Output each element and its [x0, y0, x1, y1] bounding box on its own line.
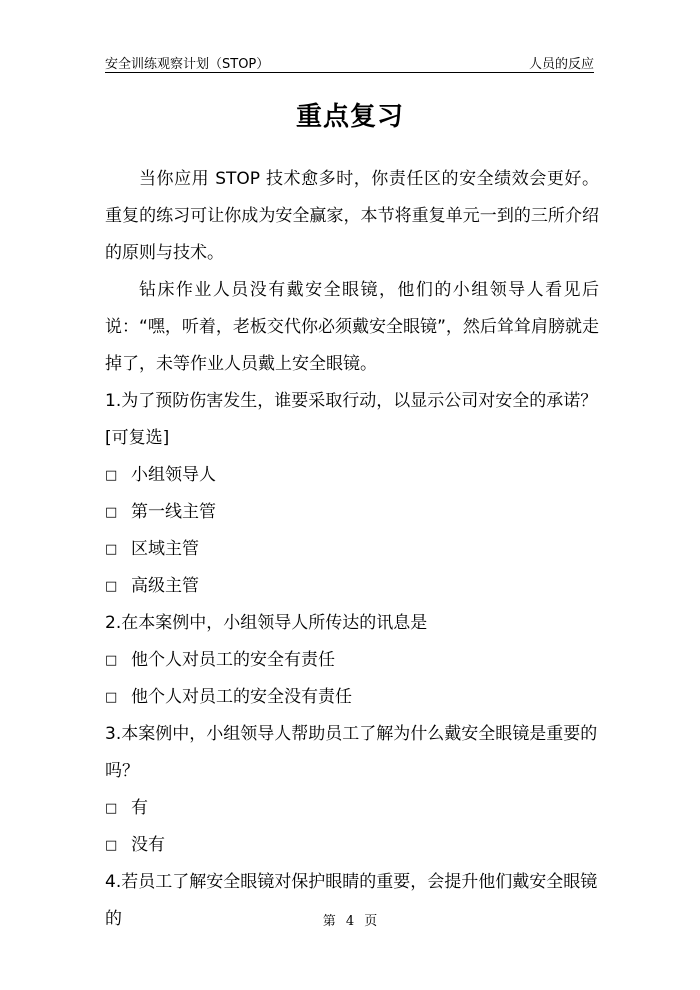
answer-option[interactable]	[105, 568, 599, 605]
answer-option[interactable]	[105, 679, 599, 716]
page-number: 第 4 页	[322, 914, 378, 929]
answer-option-label: 小组领导人	[131, 465, 216, 485]
intro-paragraph: 当你应用 STOP 技术愈多时，你责任区的安全绩效会更好。重复的练习可让你成为安全赢家，本节将重复单元一到的三所介绍的原则与技术。	[105, 169, 599, 263]
checkbox-icon[interactable]: □	[105, 801, 118, 816]
answer-option[interactable]	[105, 531, 599, 568]
question-list	[105, 383, 599, 938]
answer-option[interactable]	[105, 494, 599, 531]
checkbox-icon[interactable]: □	[105, 505, 118, 520]
question-text: 3.本案例中，小组领导人帮助员工了解为什么戴安全眼镜是重要的吗？	[105, 724, 598, 781]
checkbox-icon[interactable]: □	[105, 542, 118, 557]
answer-option[interactable]	[105, 642, 599, 679]
answer-option-label: 他个人对员工的安全没有责任	[131, 687, 352, 707]
answer-option-label: 第一线主管	[131, 502, 216, 522]
answer-option-label: 高级主管	[131, 576, 199, 596]
header-divider	[105, 72, 594, 73]
document-body	[105, 161, 599, 938]
header-document-title: 安全训练观察计划（STOP）	[105, 57, 270, 72]
answer-option[interactable]	[105, 790, 599, 827]
checkbox-icon[interactable]: □	[105, 468, 118, 483]
scenario-paragraph: 钻床作业人员没有戴安全眼镜，他们的小组领导人看见后说：“嘿，听着，老板交代你必须戴安全眼镜”，然后耸耸肩膀就走掉了，未等作业人员戴上安全眼镜。	[105, 280, 599, 374]
answer-option[interactable]	[105, 457, 599, 494]
question-text: 4.若员工了解安全眼镜对保护眼睛的重要，会提升他们戴安全眼镜的	[105, 872, 598, 929]
answer-option-label: 有	[131, 798, 148, 818]
checkbox-icon[interactable]: □	[105, 690, 118, 705]
checkbox-icon[interactable]: □	[105, 579, 118, 594]
page-title: 重点复习	[295, 102, 404, 132]
page-header	[105, 50, 594, 72]
question-text: 2.在本案例中，小组领导人所传达的讯息是	[105, 613, 428, 633]
checkbox-icon[interactable]: □	[105, 838, 118, 853]
header-section-title: 人员的反应	[528, 57, 594, 72]
answer-option[interactable]	[105, 827, 599, 864]
answer-option-label: 他个人对员工的安全有责任	[131, 650, 335, 670]
answer-option-label: 没有	[131, 835, 165, 855]
checkbox-icon[interactable]: □	[105, 653, 118, 668]
question-text: 1.为了预防伤害发生，谁要采取行动，以显示公司对安全的承诺？[可复选]	[105, 391, 598, 448]
answer-option-label: 区域主管	[131, 539, 199, 559]
